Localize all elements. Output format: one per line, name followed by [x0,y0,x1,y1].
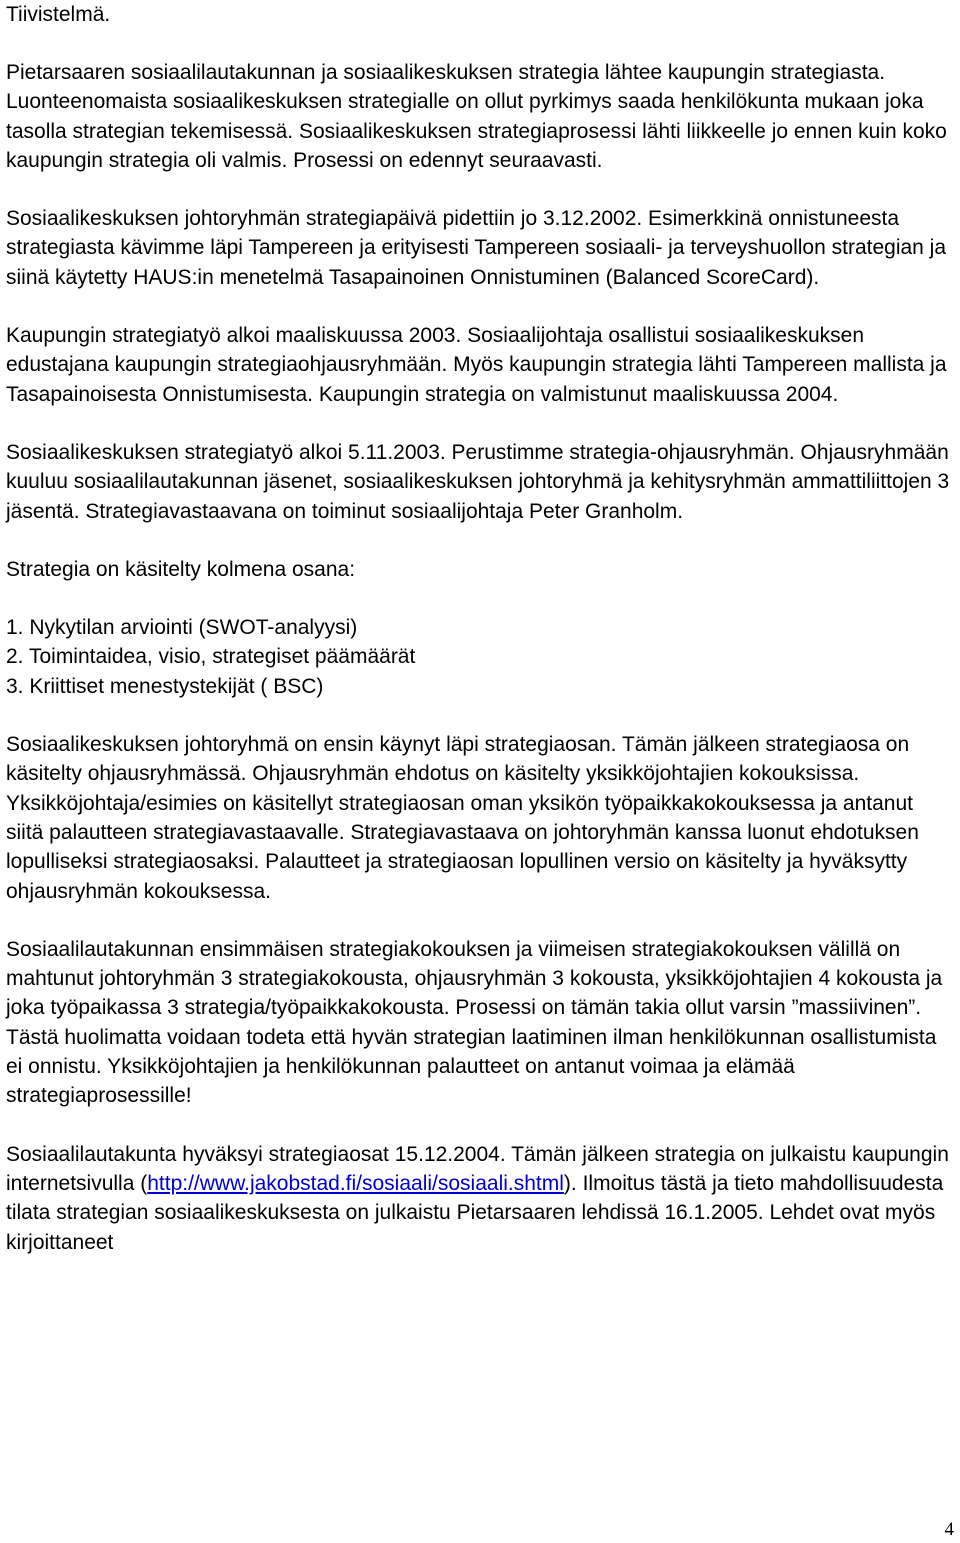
paragraph-city-strategy: Kaupungin strategiatyö alkoi maaliskuussa 2003. Sosiaalijohtaja osallistui sosiaalikeskuksen edustajana kaupungin strategiaohjausryhmään. Myös kaupungin strategia lähti Tampereen mallista ja Tasapainoisesta Onnistumisesta. Kaupungin strategia on valmistunut maaliskuussa 2004. [6,324,947,406]
list-item: 2. Toimintaidea, visio, strategiset päämäärät [6,645,416,669]
paragraph-process: Sosiaalikeskuksen johtoryhmä on ensin käynyt läpi strategiaosan. Tämän jälkeen strategiaosa on käsitelty ohjausryhmässä. Ohjausryhmän ehdotus on käsitelty yksikköjohtajien kokouksissa. Yksikköjohtaja/esimies on käsitellyt strategiaosan oman yksikön työpaikkakokouksessa ja antanut siitä palautteen strategiavastaavalle. Strategiavastaava on johtoryhmän kanssa luonut ehdotuksen lopulliseksi strategiaosaksi. Palautteet ja strategiaosan lopullinen versio on käsitelty ja hyväksytty ohjausryhmän kokouksessa. [6,733,919,903]
paragraph-intro: Pietarsaaren sosiaalilautakunnan ja sosiaalikeskuksen strategia lähtee kaupungin strategiasta. Luonteenomaista sosiaalikeskuksen strategialle on ollut pyrkimys saada henkilökunta mukaan joka tasolla strategian tekemisessä. Sosiaalikeskuksen strategiaprosessi lähti liikkeelle jo ennen kuin koko kaupungin strategia oli valmis. Prosessi on edennyt seuraavasti. [6,61,947,172]
publication-text-after: ). Ilmoitus tästä ja tieto mahdollisuudesta tilata strategian sosiaalikeskuksesta on julkaistu Pietarsaaren lehdissä 16.1.2005. Lehdet ovat myös kirjoittaneet [6,1171,944,1254]
paragraph-three-parts: Strategia on käsitelty kolmena osana: [6,557,356,581]
paragraph-publication [6,1140,954,1257]
document-title: Tiivistelmä. [6,3,111,26]
list-item: 1. Nykytilan arviointi (SWOT-analyysi) [6,616,358,640]
strategy-parts-list [6,613,954,701]
list-item: 3. Kriittiset menestystekijät ( BSC) [6,674,324,698]
document-page [6,0,954,1257]
paragraph-steering-group: Sosiaalikeskuksen strategiatyö alkoi 5.11.2003. Perustimme strategia-ohjausryhmän. Ohjausryhmään kuuluu sosiaalilautakunnan jäsenet, sosiaalikeskuksen johtoryhmä ja kehitysryhmän ammattiliittojen 3 jäsentä. Strategiavastaavana on toiminut sosiaalijohtaja Peter Granholm. [6,440,950,523]
page-number: 4 [944,1519,954,1540]
paragraph-meetings: Sosiaalilautakunnan ensimmäisen strategiakokouksen ja viimeisen strategiakokouksen välillä on mahtunut johtoryhmän 3 strategiakokousta, ohjausryhmän 3 kokousta, yksikköjohtajien 4 kokousta ja joka työpaikassa 3 strategia/työpaikkakokousta. Prosessi on tämän takia ollut varsin ”massiivinen”. Tästä huolimatta voidaan todeta että hyvän strategian laatiminen ilman henkilökunnan osallistumista ei onnistu. Yksikköjohtajien ja henkilökunnan palautteet on antanut voimaa ja elämää strategiaprosessille! [6,937,943,1108]
strategy-web-link[interactable]: http://www.jakobstad.fi/sosiaali/sosiaali.shtml [147,1171,564,1195]
publication-text-before: Sosiaalilautakunta hyväksyi strategiaosat 15.12.2004. Tämän jälkeen strategia on julkaistu kaupungin internetsivulla ( [6,1142,949,1195]
paragraph-strategy-day: Sosiaalikeskuksen johtoryhmän strategiapäivä pidettiin jo 3.12.2002. Esimerkkinä onnistuneesta strategiasta kävimme läpi Tampereen ja erityisesti Tampereen sosiaali- ja terveyshuollon strategian ja siinä käytetty HAUS:in menetelmä Tasapainoinen Onnistuminen (Balanced ScoreCard). [6,207,947,289]
